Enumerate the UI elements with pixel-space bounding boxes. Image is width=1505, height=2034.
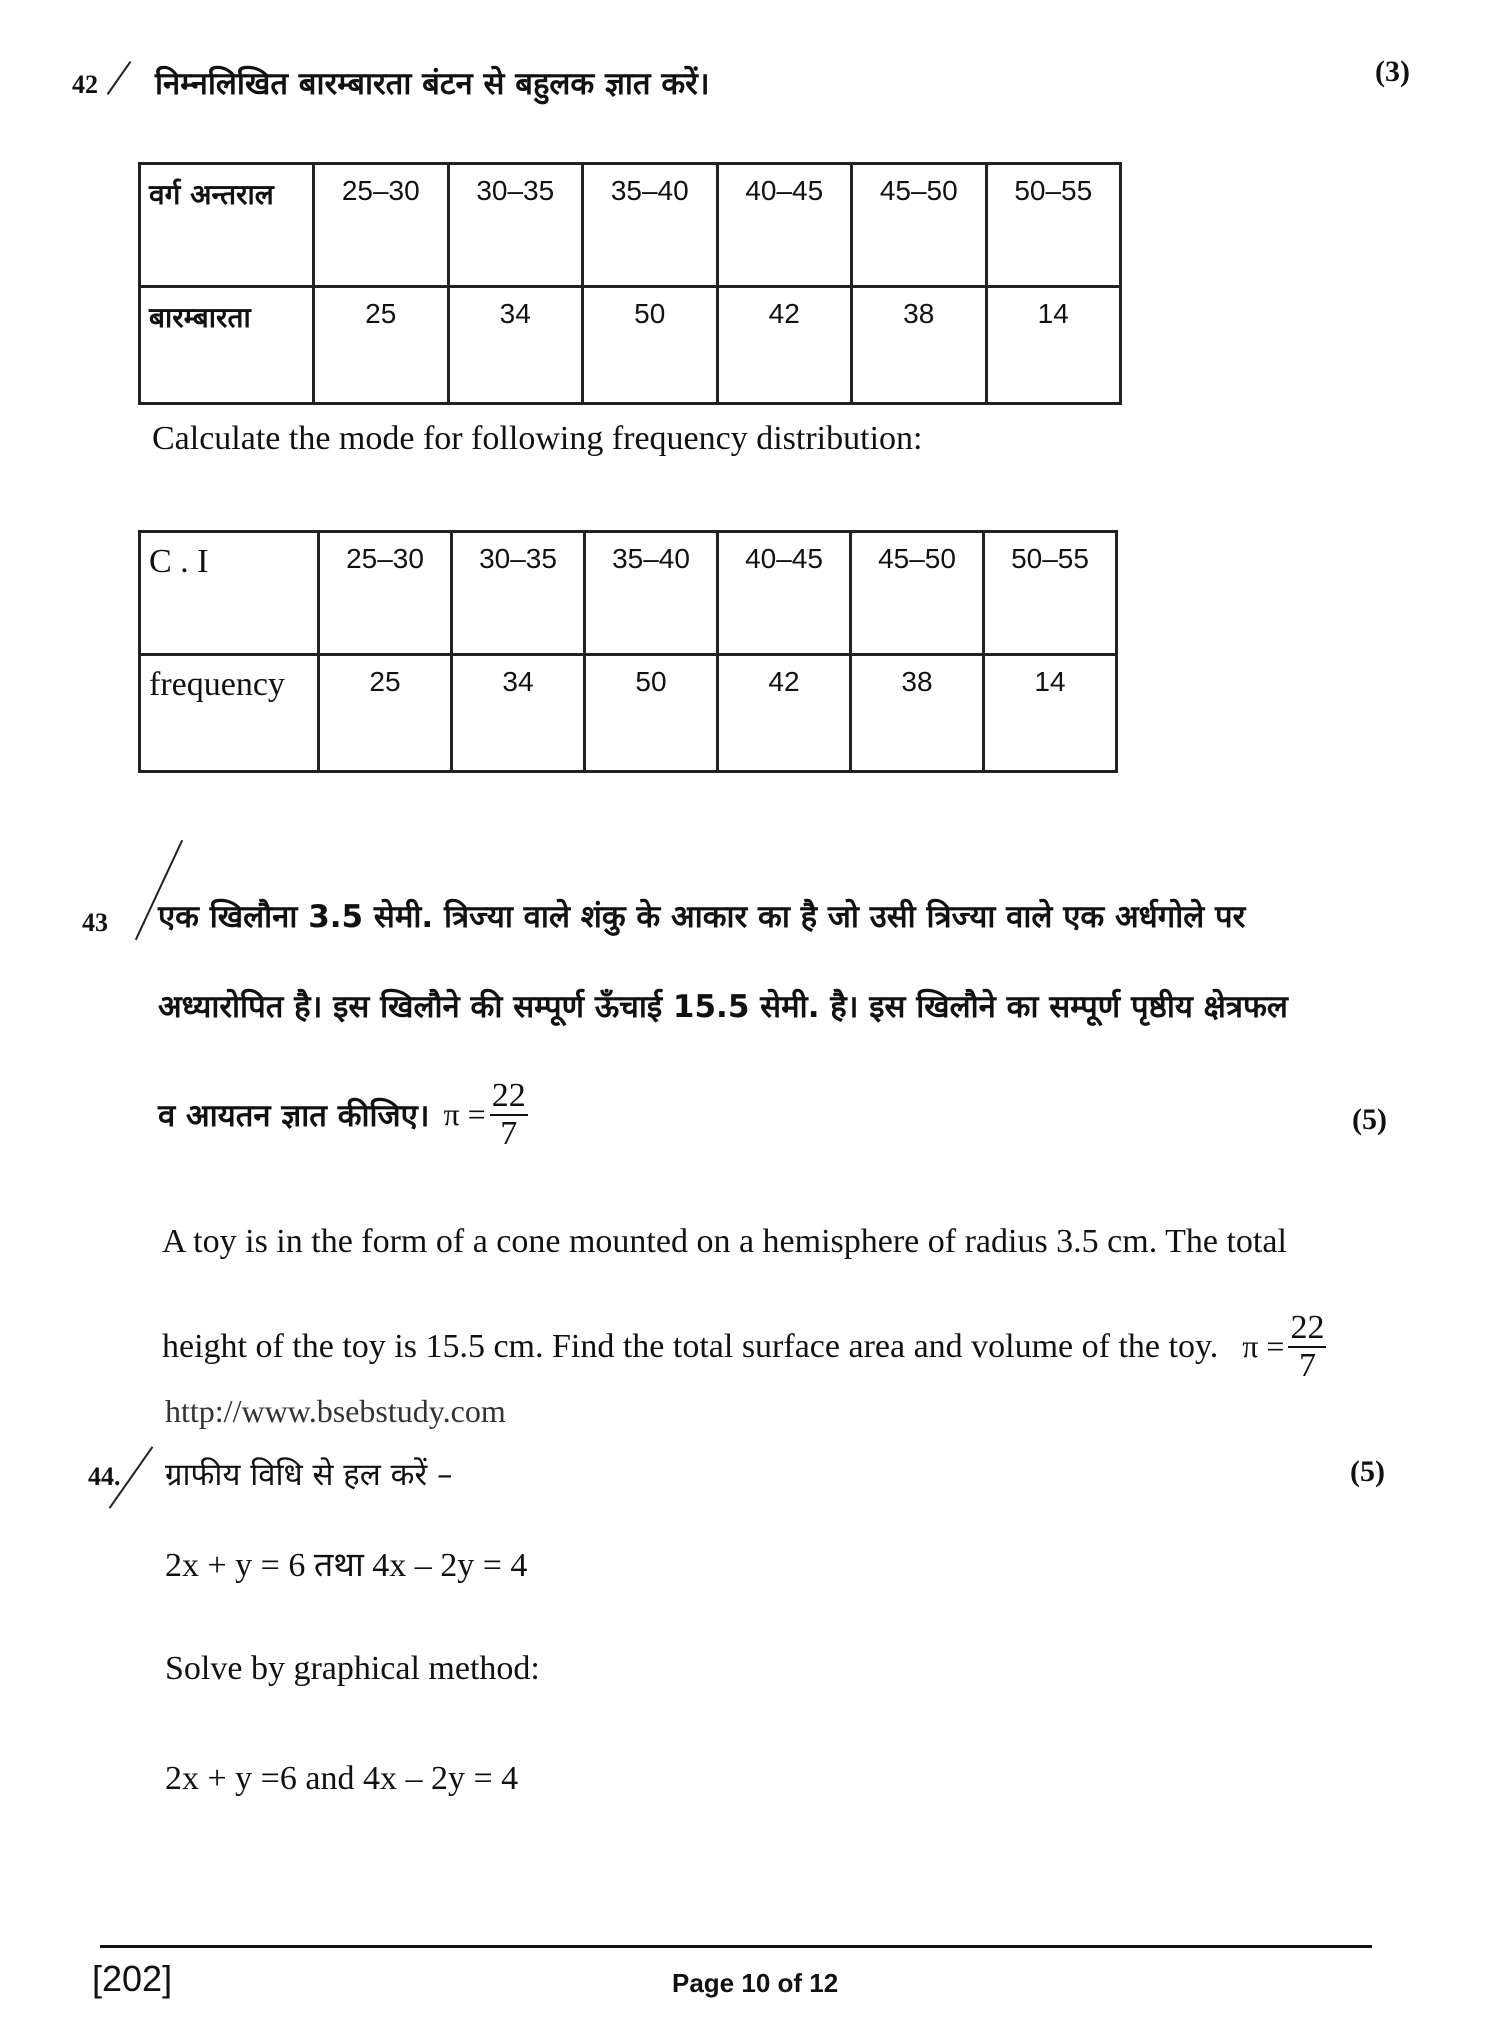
pi-numerator: 22 — [491, 1077, 526, 1114]
q44-marks: (5) — [1350, 1455, 1385, 1488]
table-cell: 25–30 — [319, 532, 452, 655]
q44-english-equation: 2x + y =6 and 4x – 2y = 4 — [165, 1760, 519, 1797]
pi-symbol: π = — [443, 1096, 486, 1133]
table-cell: 50–55 — [986, 164, 1121, 287]
question-number-44: 44. — [88, 1462, 121, 1491]
q43-hindi-line1: एक खिलौना 3.5 सेमी. त्रिज्या वाले शंकु के आकार का है जो उसी त्रिज्या वाले एक अर्धगोले पर — [158, 899, 1246, 935]
q43-english-line2: height of the toy is 15.5 cm. Find the total surface area and volume of the toy. — [162, 1327, 1219, 1365]
pi-formula — [1242, 1310, 1326, 1383]
table-cell: 25–30 — [314, 164, 449, 287]
table-cell: 38 — [851, 655, 984, 772]
table-cell: 25 — [319, 655, 452, 772]
table-cell: 45–50 — [851, 532, 984, 655]
q44-english-text: Solve by graphical method: — [165, 1650, 540, 1687]
pi-fraction — [490, 1078, 528, 1151]
question-number-42: 42 — [72, 70, 98, 99]
q42-hindi-table — [138, 162, 1122, 405]
pi-symbol: π = — [1242, 1328, 1285, 1365]
q44-hindi-equation: 2x + y = 6 तथा 4x – 2y = 4 — [165, 1547, 528, 1584]
table-cell: 35–40 — [583, 164, 718, 287]
q43-hindi-line2: अध्यारोपित है। इस खिलौने की सम्पूर्ण ऊँचाई 15.5 सेमी. है। इस खिलौने का सम्पूर्ण पृष्ठीय क्षेत्रफल — [158, 989, 1288, 1025]
table-row-head: C . I — [140, 532, 319, 655]
table-cell: 50 — [583, 287, 718, 404]
pi-fraction — [1288, 1310, 1326, 1383]
q43-hindi-line3-row — [158, 1078, 528, 1151]
pi-denominator: 7 — [500, 1114, 518, 1152]
table-cell: 30–35 — [452, 532, 585, 655]
footer-divider — [100, 1945, 1372, 1948]
check-mark-icon — [107, 61, 132, 95]
table-cell: 35–40 — [585, 532, 718, 655]
table-cell: 42 — [718, 655, 851, 772]
table-cell: 30–35 — [448, 164, 583, 287]
table-cell: 25 — [314, 287, 449, 404]
q44-hindi-text: ग्राफीय विधि से हल करें – — [165, 1457, 453, 1493]
q43-marks: (5) — [1352, 1103, 1387, 1136]
table-cell: 38 — [852, 287, 987, 404]
table-row-head: वर्ग अन्तराल — [140, 164, 314, 287]
pi-formula — [443, 1078, 527, 1151]
table-cell: 50–55 — [984, 532, 1117, 655]
q42-hindi-text: निम्नलिखित बारम्बारता बंटन से बहुलक ज्ञात करें। — [155, 66, 710, 102]
q43-english-line1: A toy is in the form of a cone mounted on a hemisphere of radius 3.5 cm. The total — [162, 1223, 1287, 1260]
watermark-url: http://www.bsebstudy.com — [165, 1393, 506, 1429]
q43-english-line2-row — [162, 1310, 1326, 1383]
q43-hindi-line3: व आयतन ज्ञात कीजिए। — [158, 1097, 430, 1134]
q42-english-table — [138, 530, 1118, 773]
table-row-head: frequency — [140, 655, 319, 772]
pi-numerator: 22 — [1290, 1309, 1325, 1346]
q42-english-text: Calculate the mode for following frequency distribution: — [152, 420, 923, 457]
q42-marks: (3) — [1375, 55, 1410, 88]
table-cell: 14 — [986, 287, 1121, 404]
table-cell: 40–45 — [718, 532, 851, 655]
table-row-head: बारम्बारता — [140, 287, 314, 404]
paper-code: [202] — [92, 1958, 173, 1999]
question-number-43: 43 — [82, 908, 108, 937]
table-cell: 42 — [717, 287, 852, 404]
table-cell: 45–50 — [852, 164, 987, 287]
table-cell: 14 — [984, 655, 1117, 772]
table-cell: 40–45 — [717, 164, 852, 287]
table-cell: 34 — [452, 655, 585, 772]
table-cell: 34 — [448, 287, 583, 404]
table-cell: 50 — [585, 655, 718, 772]
pi-denominator: 7 — [1298, 1346, 1316, 1384]
page-number: Page 10 of 12 — [672, 1968, 839, 1998]
